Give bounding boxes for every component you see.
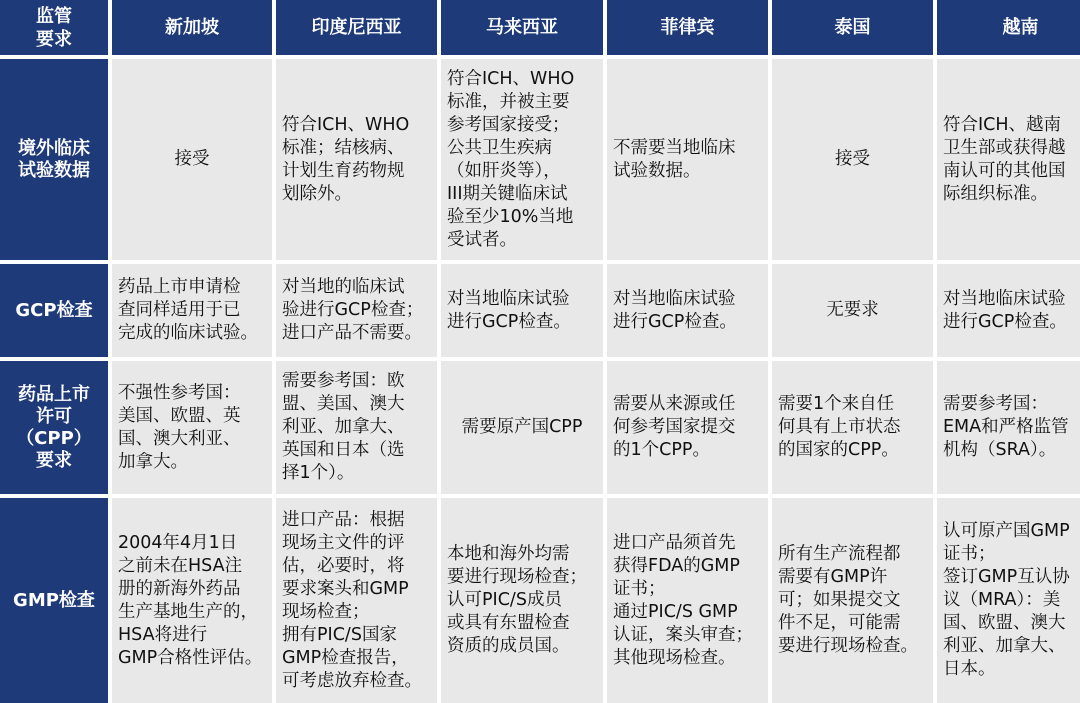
table-cell: 2004年4月1日 之前未在HSA注 册的新海外药品 生产基地生产的， HSA将进行 GMP合格性评估。: [112, 498, 272, 703]
table-cell: 进口产品：根据 现场主文件的评 估，必要时，将 要求案头和GMP 现场检查； 拥有PIC/S国家 GMP检查报告， 可考虑放弃检查。: [276, 498, 437, 703]
header-indonesia: 印度尼西亚: [276, 0, 437, 55]
table-cell: 不强性参考国： 美国、欧盟、英 国、澳大利亚、 加拿大。: [112, 361, 272, 494]
table-cell: 药品上市申请检 查同样适用于已 完成的临床试验。: [112, 264, 272, 357]
header-vietnam: 越南: [937, 0, 1080, 55]
header-corner: 监管 要求: [0, 0, 108, 55]
table-cell: 不需要当地临床 试验数据。: [607, 59, 768, 260]
table-cell: 需要原产国CPP: [441, 361, 603, 494]
table-cell: 对当地的临床试 验进行GCP检查； 进口产品不需要。: [276, 264, 437, 357]
table-cell: 需要参考国：欧 盟、美国、澳大 利亚、加拿大、 英国和日本（选 择1个）。: [276, 361, 437, 494]
table-cell: 符合ICH、WHO 标准，并被主要 参考国家接受； 公共卫生疾病 （如肝炎等）， III期关键临床试 验至少10%当地 受试者。: [441, 59, 603, 260]
table-cell: 对当地临床试验 进行GCP检查。: [607, 264, 768, 357]
table-cell: 需要1个来自任 何具有上市状态 的国家的CPP。: [772, 361, 933, 494]
table-cell: 对当地临床试验 进行GCP检查。: [937, 264, 1080, 357]
table-cell: 符合ICH、WHO 标准；结核病、 计划生育药物规 划除外。: [276, 59, 437, 260]
header-singapore: 新加坡: [112, 0, 272, 55]
header-malaysia: 马来西亚: [441, 0, 603, 55]
table-cell: 需要从来源或任 何参考国家提交 的1个CPP。: [607, 361, 768, 494]
table-cell: 本地和海外均需 要进行现场检查； 认可PIC/S成员 或具有东盟检查 资质的成员国。: [441, 498, 603, 703]
row-label-gmp-inspection: GMP检查: [0, 498, 108, 703]
header-thailand: 泰国: [772, 0, 933, 55]
table-cell: 接受: [772, 59, 933, 260]
header-philippines: 菲律宾: [607, 0, 768, 55]
table-cell: 对当地临床试验 进行GCP检查。: [441, 264, 603, 357]
table-cell: 符合ICH、越南 卫生部或获得越 南认可的其他国 际组织标准。: [937, 59, 1080, 260]
table-cell: 所有生产流程都 需要有GMP许 可；如果提交文 件不足，可能需 要进行现场检查。: [772, 498, 933, 703]
row-label-foreign-clinical-data: 境外临床 试验数据: [0, 59, 108, 260]
table-cell: 进口产品须首先 获得FDA的GMP 证书； 通过PIC/S GMP 认证，案头审查； 其他现场检查。: [607, 498, 768, 703]
table-cell: 无要求: [772, 264, 933, 357]
table-cell: 接受: [112, 59, 272, 260]
row-label-gcp-inspection: GCP检查: [0, 264, 108, 357]
row-label-cpp-requirement: 药品上市 许可 （CPP） 要求: [0, 361, 108, 494]
table-cell: 认可原产国GMP 证书； 签订GMP互认协 议（MRA）：美 国、欧盟、澳大 利亚、加拿大、 日本。: [937, 498, 1080, 703]
table-cell: 需要参考国： EMA和严格监管 机构（SRA）。: [937, 361, 1080, 494]
